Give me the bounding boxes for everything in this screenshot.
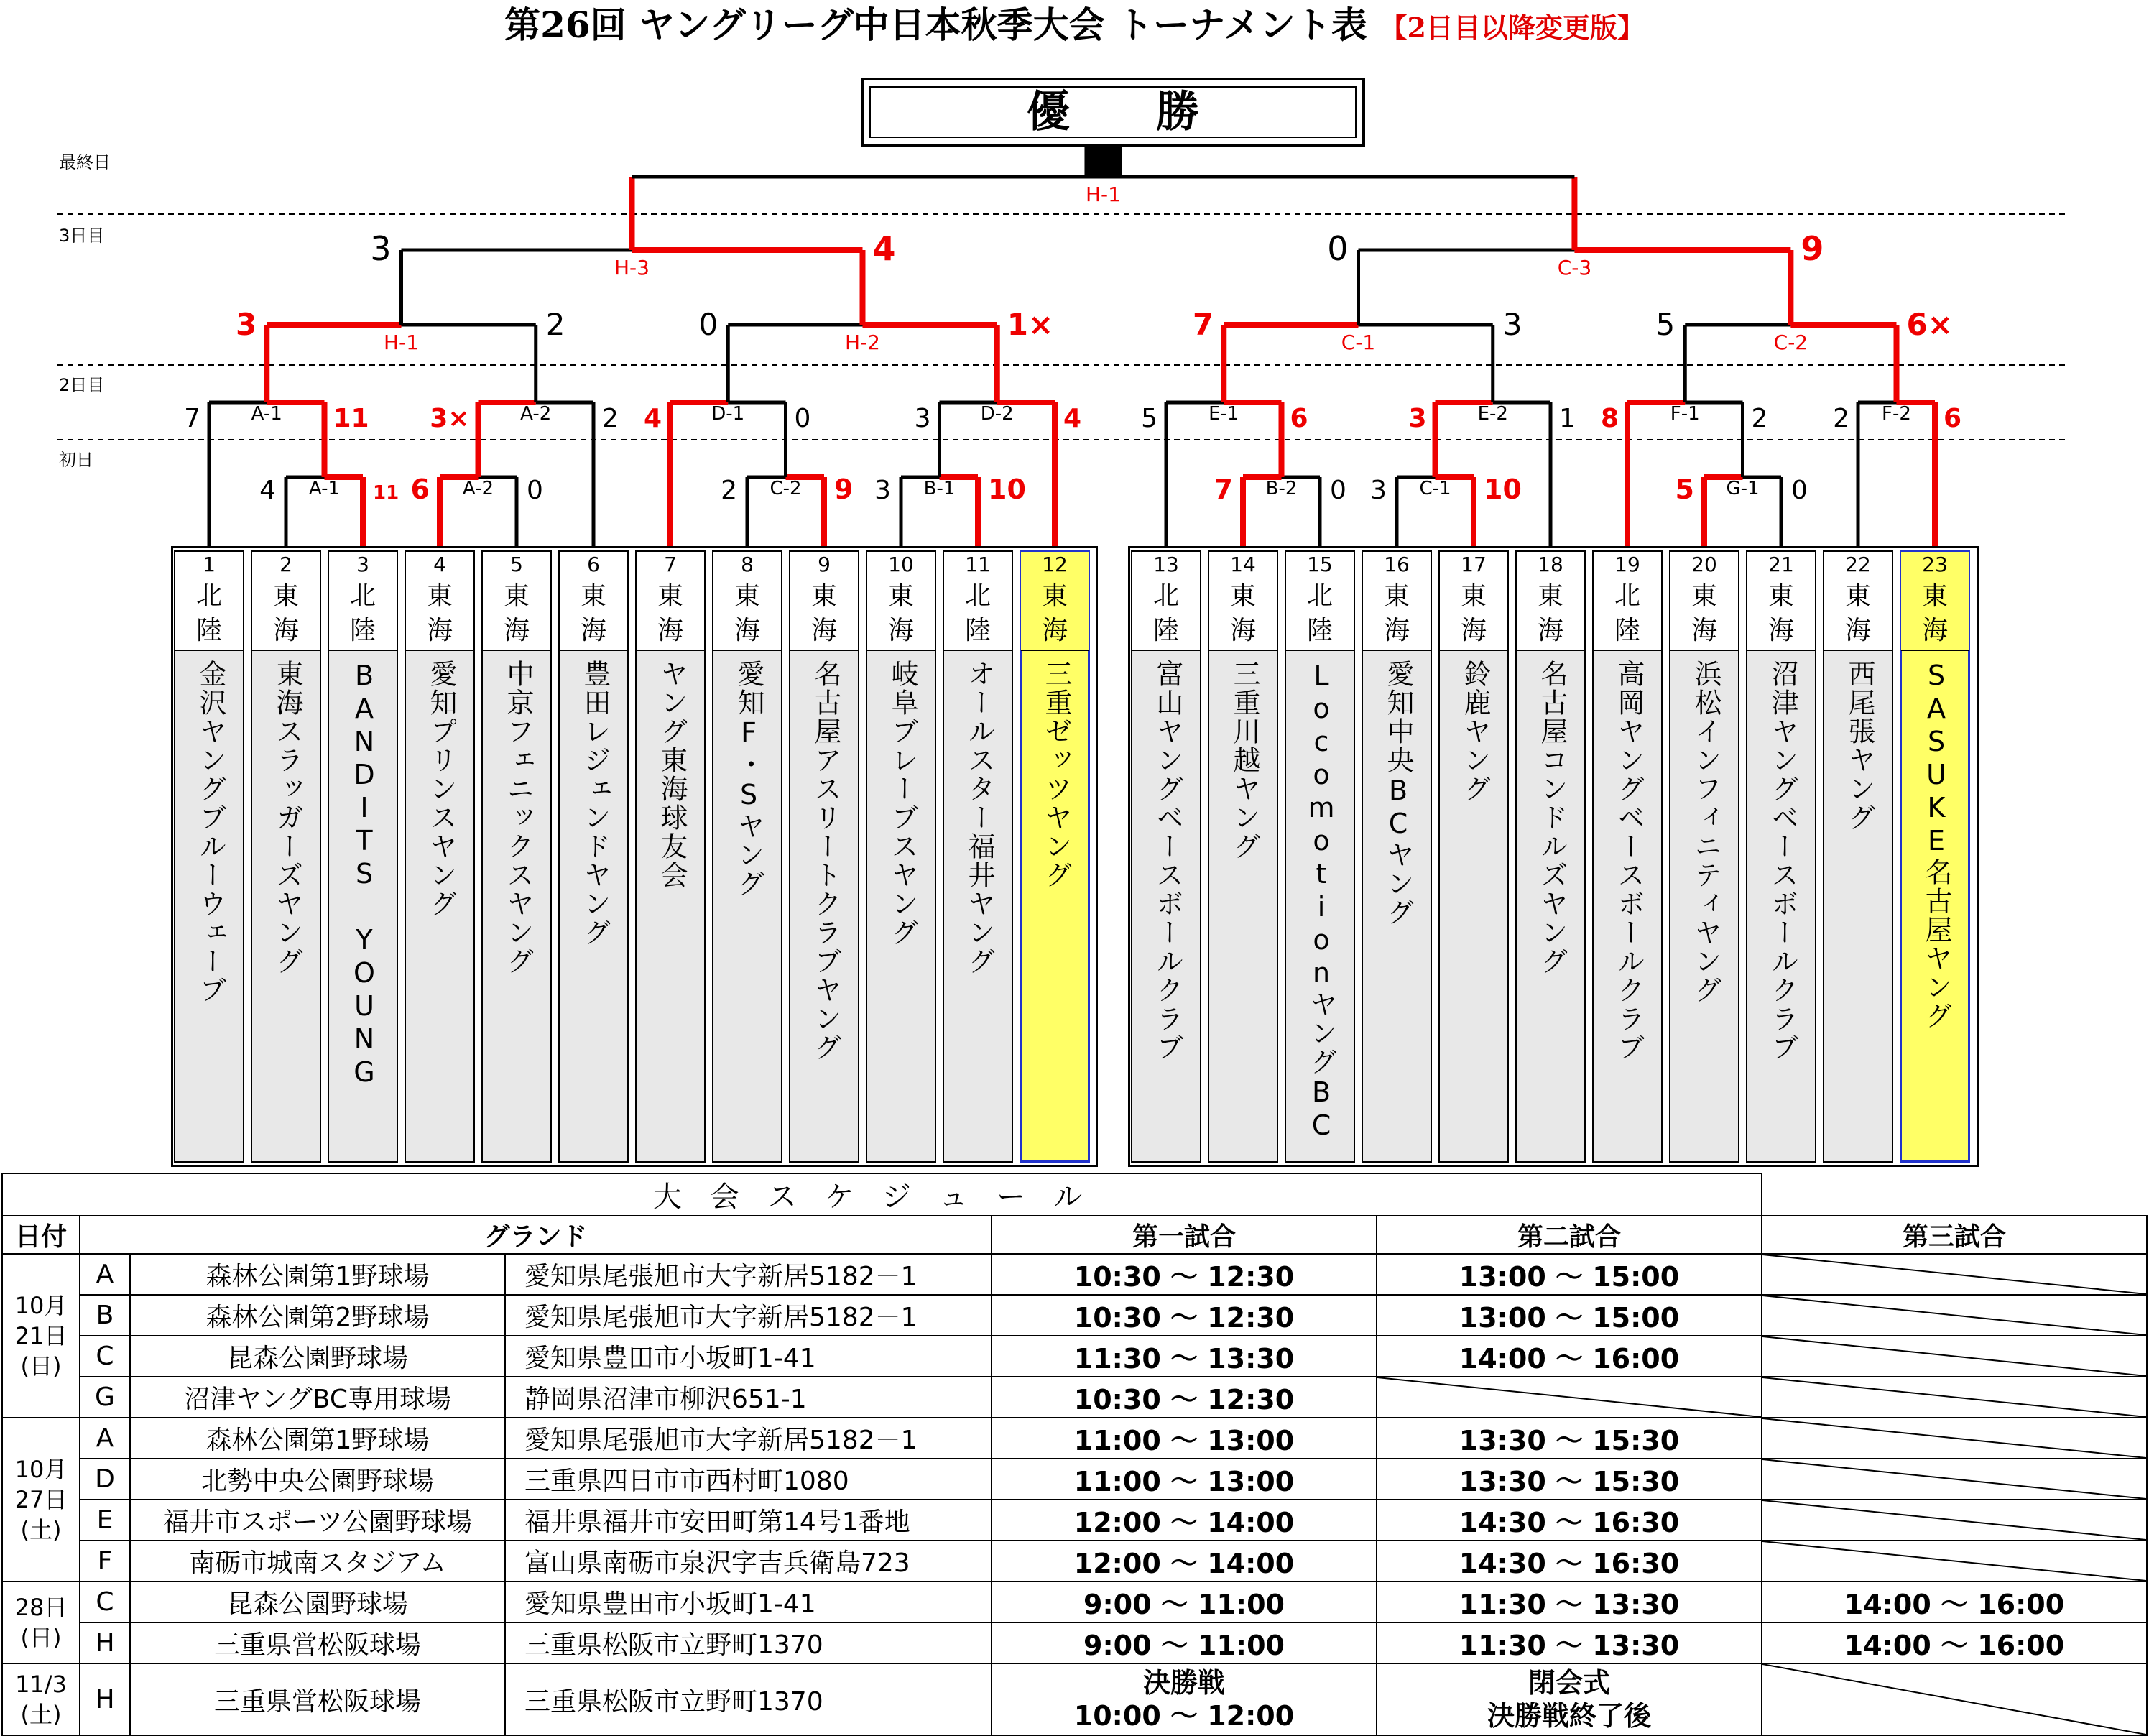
schedule-row — [2, 1295, 2147, 1336]
team-region: 東 海 — [1670, 578, 1738, 651]
team-region: 北 陸 — [1286, 578, 1354, 651]
schedule-table — [1, 1173, 2148, 1736]
game-label-r1: A-1 — [308, 478, 341, 499]
schedule-row — [2, 1336, 2147, 1377]
team-name: 岐阜ブレーブスヤング — [887, 660, 918, 947]
team-region: 東 海 — [1440, 578, 1507, 651]
schedule-game1: 12:00 ～ 14:00 — [992, 1541, 1377, 1582]
team-number: 10 — [867, 552, 935, 579]
schedule-game2: 14:30 ～ 16:30 — [1377, 1500, 1762, 1541]
score-r1-right: 9 — [834, 474, 854, 505]
score-r2-left: 3× — [430, 404, 470, 433]
score-r1-left: 6 — [410, 474, 430, 505]
schedule-row — [2, 1459, 2147, 1500]
score-r2-right: 11 — [333, 404, 369, 433]
schedule-game3 — [1762, 1377, 2147, 1418]
team-region: 北 陸 — [175, 578, 243, 651]
schedule-code: G — [80, 1377, 130, 1418]
schedule-game1: 10:30 ～ 12:30 — [992, 1295, 1377, 1336]
header-ground: グランド — [80, 1216, 992, 1254]
schedule-code: C — [80, 1336, 130, 1377]
team-number: 4 — [406, 552, 473, 579]
team-12 — [1020, 550, 1090, 1163]
schedule-ground: 北勢中央公園野球場 — [130, 1459, 505, 1500]
team-name: 鈴鹿ヤング — [1459, 660, 1491, 803]
team-region: 東 海 — [713, 578, 781, 651]
score-r1-right: 0 — [1791, 476, 1808, 505]
schedule-game2: 11:30 ～ 13:30 — [1377, 1622, 1762, 1663]
team-3 — [328, 550, 398, 1163]
champion-label: 優勝 — [869, 86, 1357, 138]
team-region: 東 海 — [1824, 578, 1892, 651]
game-label-r1: A-2 — [462, 478, 494, 499]
schedule-game1: 11:30 ～ 13:30 — [992, 1336, 1377, 1377]
game-label-r1: G-1 — [1726, 478, 1760, 499]
schedule-game2: 13:30 ～ 15:30 — [1377, 1418, 1762, 1459]
game-label-r2: A-2 — [520, 403, 552, 425]
score-qf-right: 6× — [1906, 307, 1953, 342]
schedule-row — [2, 1663, 2147, 1735]
schedule-date: 10月 21日 (日) — [2, 1254, 80, 1418]
schedule-row — [2, 1541, 2147, 1582]
team-region: 東 海 — [406, 578, 473, 651]
schedule-code: C — [80, 1582, 130, 1622]
game-label-r2: A-1 — [251, 403, 282, 425]
schedule-game1: 11:00 ～ 13:00 — [992, 1418, 1377, 1459]
score-r1-left: 4 — [259, 476, 276, 505]
schedule-game3: 14:00 ～ 16:00 — [1762, 1582, 2147, 1622]
day-label-day1: 初日 — [59, 450, 93, 470]
score-r2-left: 5 — [1141, 404, 1157, 433]
schedule-game3 — [1762, 1418, 2147, 1459]
score-qf-left: 7 — [1193, 307, 1214, 342]
schedule-code: H — [80, 1622, 130, 1663]
game-label-sf: C-3 — [1557, 256, 1592, 280]
game-label-r2: F-1 — [1670, 403, 1700, 425]
schedule-address: 三重県四日市市西村町1080 — [505, 1459, 992, 1500]
team-name: 中京フェニックスヤング — [502, 660, 534, 976]
game-label-r2: E-2 — [1477, 403, 1508, 425]
score-qf-left: 3 — [236, 307, 257, 342]
team-21 — [1746, 550, 1816, 1163]
schedule-date: 11/3 (土) — [2, 1663, 80, 1735]
game-label-r2: D-2 — [980, 403, 1014, 425]
final-connector — [1084, 147, 1122, 178]
schedule-ground: 森林公園第2野球場 — [130, 1295, 505, 1336]
schedule-date: 28日 (日) — [2, 1582, 80, 1663]
score-qf-right: 3 — [1502, 307, 1522, 342]
team-17 — [1438, 550, 1509, 1163]
schedule-address: 富山県南砺市泉沢字吉兵衛島723 — [505, 1541, 992, 1582]
team-region: 東 海 — [560, 578, 627, 651]
schedule-game3 — [1762, 1295, 2147, 1336]
schedule-ground: 沼津ヤングBC専用球場 — [130, 1377, 505, 1418]
team-6 — [558, 550, 629, 1163]
schedule-game1: 決勝戦 10:00 ～ 12:00 — [992, 1663, 1377, 1735]
team-number: 9 — [790, 552, 858, 579]
team-name: 沼津ヤングベースボールクラブ — [1767, 660, 1798, 1062]
score-sf-left: 3 — [370, 229, 392, 268]
game-label-r2: D-1 — [711, 403, 745, 425]
team-number: 17 — [1440, 552, 1507, 579]
team-name: 愛知中央BCヤング — [1382, 660, 1414, 927]
team-region: 東 海 — [790, 578, 858, 651]
schedule-address: 愛知県豊田市小坂町1-41 — [505, 1336, 992, 1377]
schedule-ground: 福井市スポーツ公園野球場 — [130, 1500, 505, 1541]
score-sf-left: 0 — [1327, 229, 1349, 268]
score-r2-right: 2 — [1751, 404, 1768, 433]
team-5 — [481, 550, 552, 1163]
team-number: 16 — [1363, 552, 1431, 579]
team-name: 名古屋コンドルズヤング — [1536, 660, 1568, 976]
schedule-ground: 森林公園第1野球場 — [130, 1254, 505, 1295]
schedule-code: A — [80, 1254, 130, 1295]
schedule-date: 10月 27日 (土) — [2, 1418, 80, 1582]
schedule-code: E — [80, 1500, 130, 1541]
header-game1: 第一試合 — [992, 1216, 1377, 1254]
schedule-ground: 三重県営松阪球場 — [130, 1663, 505, 1735]
schedule-game1: 9:00 ～ 11:00 — [992, 1622, 1377, 1663]
team-number: 2 — [252, 552, 320, 579]
day-label-day3: 3日目 — [59, 226, 105, 246]
schedule-address: 静岡県沼津市柳沢651-1 — [505, 1377, 992, 1418]
schedule-code: H — [80, 1663, 130, 1735]
team-region: 北 陸 — [1594, 578, 1661, 651]
score-r2-right: 1 — [1559, 404, 1576, 433]
team-13 — [1131, 550, 1201, 1163]
schedule-row — [2, 1622, 2147, 1663]
schedule-game3 — [1762, 1254, 2147, 1295]
team-region: 東 海 — [1747, 578, 1815, 651]
score-r1-left: 3 — [874, 476, 891, 505]
team-15 — [1285, 550, 1355, 1163]
schedule-address: 三重県松阪市立野町1370 — [505, 1663, 992, 1735]
schedule-row — [2, 1254, 2147, 1295]
team-region: 東 海 — [1517, 578, 1584, 651]
score-r2-left: 3 — [1408, 404, 1427, 433]
score-r2-left: 4 — [643, 404, 662, 433]
team-region: 東 海 — [1209, 578, 1277, 651]
team-11 — [943, 550, 1013, 1163]
score-r2-right: 6 — [1290, 404, 1308, 433]
team-name: SASUKE名古屋ヤング — [1921, 660, 1952, 1030]
title-sub: 【2日目以降変更版】 — [1379, 11, 1645, 44]
team-14 — [1208, 550, 1278, 1163]
team-number: 5 — [483, 552, 550, 579]
schedule-game1: 10:30 ～ 12:30 — [992, 1254, 1377, 1295]
game-label-r1: C-1 — [1419, 478, 1451, 499]
schedule-game3 — [1762, 1459, 2147, 1500]
schedule-game1: 12:00 ～ 14:00 — [992, 1500, 1377, 1541]
game-label-qf: H-1 — [384, 331, 419, 354]
schedule-address: 三重県松阪市立野町1370 — [505, 1622, 992, 1663]
schedule-code: D — [80, 1459, 130, 1500]
score-r2-right: 6 — [1944, 404, 1962, 433]
team-name: 三重ゼッツヤング — [1040, 660, 1072, 890]
team-number: 20 — [1670, 552, 1738, 579]
score-r1-left: 7 — [1214, 474, 1233, 505]
score-qf-right: 2 — [545, 307, 565, 342]
schedule-code: B — [80, 1295, 130, 1336]
schedule-code: F — [80, 1541, 130, 1582]
score-r1-left: 3 — [1370, 476, 1387, 505]
schedule-title: 大会スケジュール — [2, 1173, 1762, 1216]
schedule-game3 — [1762, 1541, 2147, 1582]
day-label-day2: 2日目 — [59, 375, 105, 395]
schedule-row — [2, 1377, 2147, 1418]
schedule-ground: 昆森公園野球場 — [130, 1582, 505, 1622]
team-2 — [251, 550, 321, 1163]
schedule-game2: 13:00 ～ 15:00 — [1377, 1254, 1762, 1295]
team-number: 13 — [1132, 552, 1200, 579]
team-name: 浜松インフィニティヤング — [1690, 660, 1721, 1005]
team-region: 北 陸 — [329, 578, 397, 651]
team-region: 東 海 — [1363, 578, 1431, 651]
team-name: 愛知F・Sヤング — [733, 660, 764, 898]
score-r2-left: 2 — [1833, 404, 1849, 433]
schedule-ground: 森林公園第1野球場 — [130, 1418, 505, 1459]
schedule-address: 福井県福井市安田町第14号1番地 — [505, 1500, 992, 1541]
game-label-sf: H-3 — [614, 256, 650, 280]
team-name: 高岡ヤングベースボールクラブ — [1613, 660, 1645, 1062]
team-name: 三重川越ヤング — [1229, 660, 1260, 861]
game-label-qf: C-1 — [1341, 331, 1376, 354]
schedule-game1: 9:00 ～ 11:00 — [992, 1582, 1377, 1622]
score-r2-right: 0 — [794, 404, 811, 433]
score-sf-right: 4 — [872, 229, 896, 268]
team-region: 東 海 — [252, 578, 320, 651]
team-name: 豊田レジェンドヤング — [579, 660, 611, 947]
team-name: 金沢ヤングブルーウェーブ — [195, 660, 226, 1005]
schedule-game2: 13:30 ～ 15:30 — [1377, 1459, 1762, 1500]
score-r1-right: 0 — [1330, 476, 1346, 505]
team-region: 東 海 — [637, 578, 704, 651]
team-name: オールスター福井ヤング — [963, 660, 995, 976]
team-7 — [635, 550, 706, 1163]
score-r1-right: 11 — [373, 482, 399, 504]
title-main: 第26回 ヤングリーグ中日本秋季大会 トーナメント表 — [504, 4, 1368, 46]
team-number: 18 — [1517, 552, 1584, 579]
team-name: 東海スラッガーズヤング — [272, 660, 303, 976]
team-number: 12 — [1021, 552, 1089, 579]
team-number: 19 — [1594, 552, 1661, 579]
header-date: 日付 — [2, 1216, 80, 1254]
team-region: 北 陸 — [944, 578, 1012, 651]
schedule-game2: 14:30 ～ 16:30 — [1377, 1541, 1762, 1582]
game-label-r2: F-2 — [1882, 403, 1911, 425]
schedule-code: A — [80, 1418, 130, 1459]
team-name: BANDITS YOUNG — [348, 660, 380, 1089]
schedule-game2 — [1377, 1377, 1762, 1418]
team-name: LocomotionヤングBC — [1305, 660, 1337, 1142]
schedule-game2: 閉会式 決勝戦終了後 — [1377, 1663, 1762, 1735]
team-22 — [1823, 550, 1893, 1163]
game-label-qf: C-2 — [1773, 331, 1808, 354]
team-number: 15 — [1286, 552, 1354, 579]
team-number: 8 — [713, 552, 781, 579]
team-name: 名古屋アスリートクラブヤング — [810, 660, 841, 1062]
score-r1-right: 10 — [988, 474, 1026, 505]
team-number: 1 — [175, 552, 243, 579]
team-number: 6 — [560, 552, 627, 579]
team-region: 東 海 — [1901, 578, 1969, 651]
team-name: 富山ヤングベースボールクラブ — [1152, 660, 1183, 1062]
score-r2-right: 4 — [1063, 404, 1082, 433]
schedule-address: 愛知県尾張旭市大字新居5182－1 — [505, 1418, 992, 1459]
team-16 — [1362, 550, 1432, 1163]
team-number: 3 — [329, 552, 397, 579]
score-qf-right: 1× — [1007, 307, 1054, 342]
score-r2-right: 2 — [602, 404, 619, 433]
schedule-game1: 10:30 ～ 12:30 — [992, 1377, 1377, 1418]
team-8 — [712, 550, 782, 1163]
team-number: 7 — [637, 552, 704, 579]
team-number: 11 — [944, 552, 1012, 579]
schedule-game1: 11:00 ～ 13:00 — [992, 1459, 1377, 1500]
score-qf-left: 5 — [1655, 307, 1676, 342]
team-region: 東 海 — [483, 578, 550, 651]
team-name: 西尾張ヤング — [1844, 660, 1875, 832]
team-number: 23 — [1901, 552, 1969, 579]
schedule-ground: 南砺市城南スタジアム — [130, 1541, 505, 1582]
schedule-address: 愛知県尾張旭市大字新居5182－1 — [505, 1254, 992, 1295]
score-sf-right: 9 — [1801, 229, 1824, 268]
score-qf-left: 0 — [698, 307, 718, 342]
team-number: 14 — [1209, 552, 1277, 579]
schedule-game3 — [1762, 1336, 2147, 1377]
team-region: 東 海 — [1021, 578, 1089, 651]
schedule-game2: 13:00 ～ 15:00 — [1377, 1295, 1762, 1336]
team-10 — [866, 550, 936, 1163]
team-19 — [1592, 550, 1663, 1163]
game-label-final: H-1 — [1085, 183, 1121, 206]
game-label-r1: B-1 — [923, 478, 956, 499]
score-r1-right: 10 — [1484, 474, 1522, 505]
schedule-ground: 三重県営松阪球場 — [130, 1622, 505, 1663]
header-game2: 第二試合 — [1377, 1216, 1762, 1254]
score-r2-left: 3 — [914, 404, 931, 433]
day-label-final: 最終日 — [59, 152, 111, 172]
team-9 — [789, 550, 859, 1163]
schedule-game2: 14:00 ～ 16:00 — [1377, 1336, 1762, 1377]
team-number: 21 — [1747, 552, 1815, 579]
score-r2-left: 8 — [1600, 404, 1619, 433]
game-label-qf: H-2 — [845, 331, 880, 354]
score-r1-left: 5 — [1675, 474, 1694, 505]
score-r1-right: 0 — [527, 476, 543, 505]
schedule-row — [2, 1418, 2147, 1459]
team-number: 22 — [1824, 552, 1892, 579]
team-23 — [1900, 550, 1970, 1163]
team-4 — [405, 550, 475, 1163]
schedule-game2: 11:30 ～ 13:30 — [1377, 1582, 1762, 1622]
team-20 — [1669, 550, 1739, 1163]
schedule-ground: 昆森公園野球場 — [130, 1336, 505, 1377]
team-region: 北 陸 — [1132, 578, 1200, 651]
team-1 — [174, 550, 244, 1163]
score-r2-left: 7 — [184, 404, 200, 433]
schedule-row — [2, 1500, 2147, 1541]
schedule-game3 — [1762, 1663, 2147, 1735]
team-region: 東 海 — [867, 578, 935, 651]
team-name: ヤング東海球友会 — [656, 660, 688, 890]
schedule-address: 愛知県尾張旭市大字新居5182－1 — [505, 1295, 992, 1336]
game-label-r1: B-2 — [1265, 478, 1298, 499]
schedule-row — [2, 1582, 2147, 1622]
game-label-r2: E-1 — [1208, 403, 1239, 425]
team-name: 愛知プリンスヤング — [425, 660, 457, 918]
team-18 — [1515, 550, 1586, 1163]
score-r1-left: 2 — [721, 476, 737, 505]
schedule-address: 愛知県豊田市小坂町1-41 — [505, 1582, 992, 1622]
schedule-game3 — [1762, 1500, 2147, 1541]
game-label-r1: C-2 — [770, 478, 802, 499]
header-game3: 第三試合 — [1762, 1216, 2147, 1254]
schedule-game3: 14:00 ～ 16:00 — [1762, 1622, 2147, 1663]
